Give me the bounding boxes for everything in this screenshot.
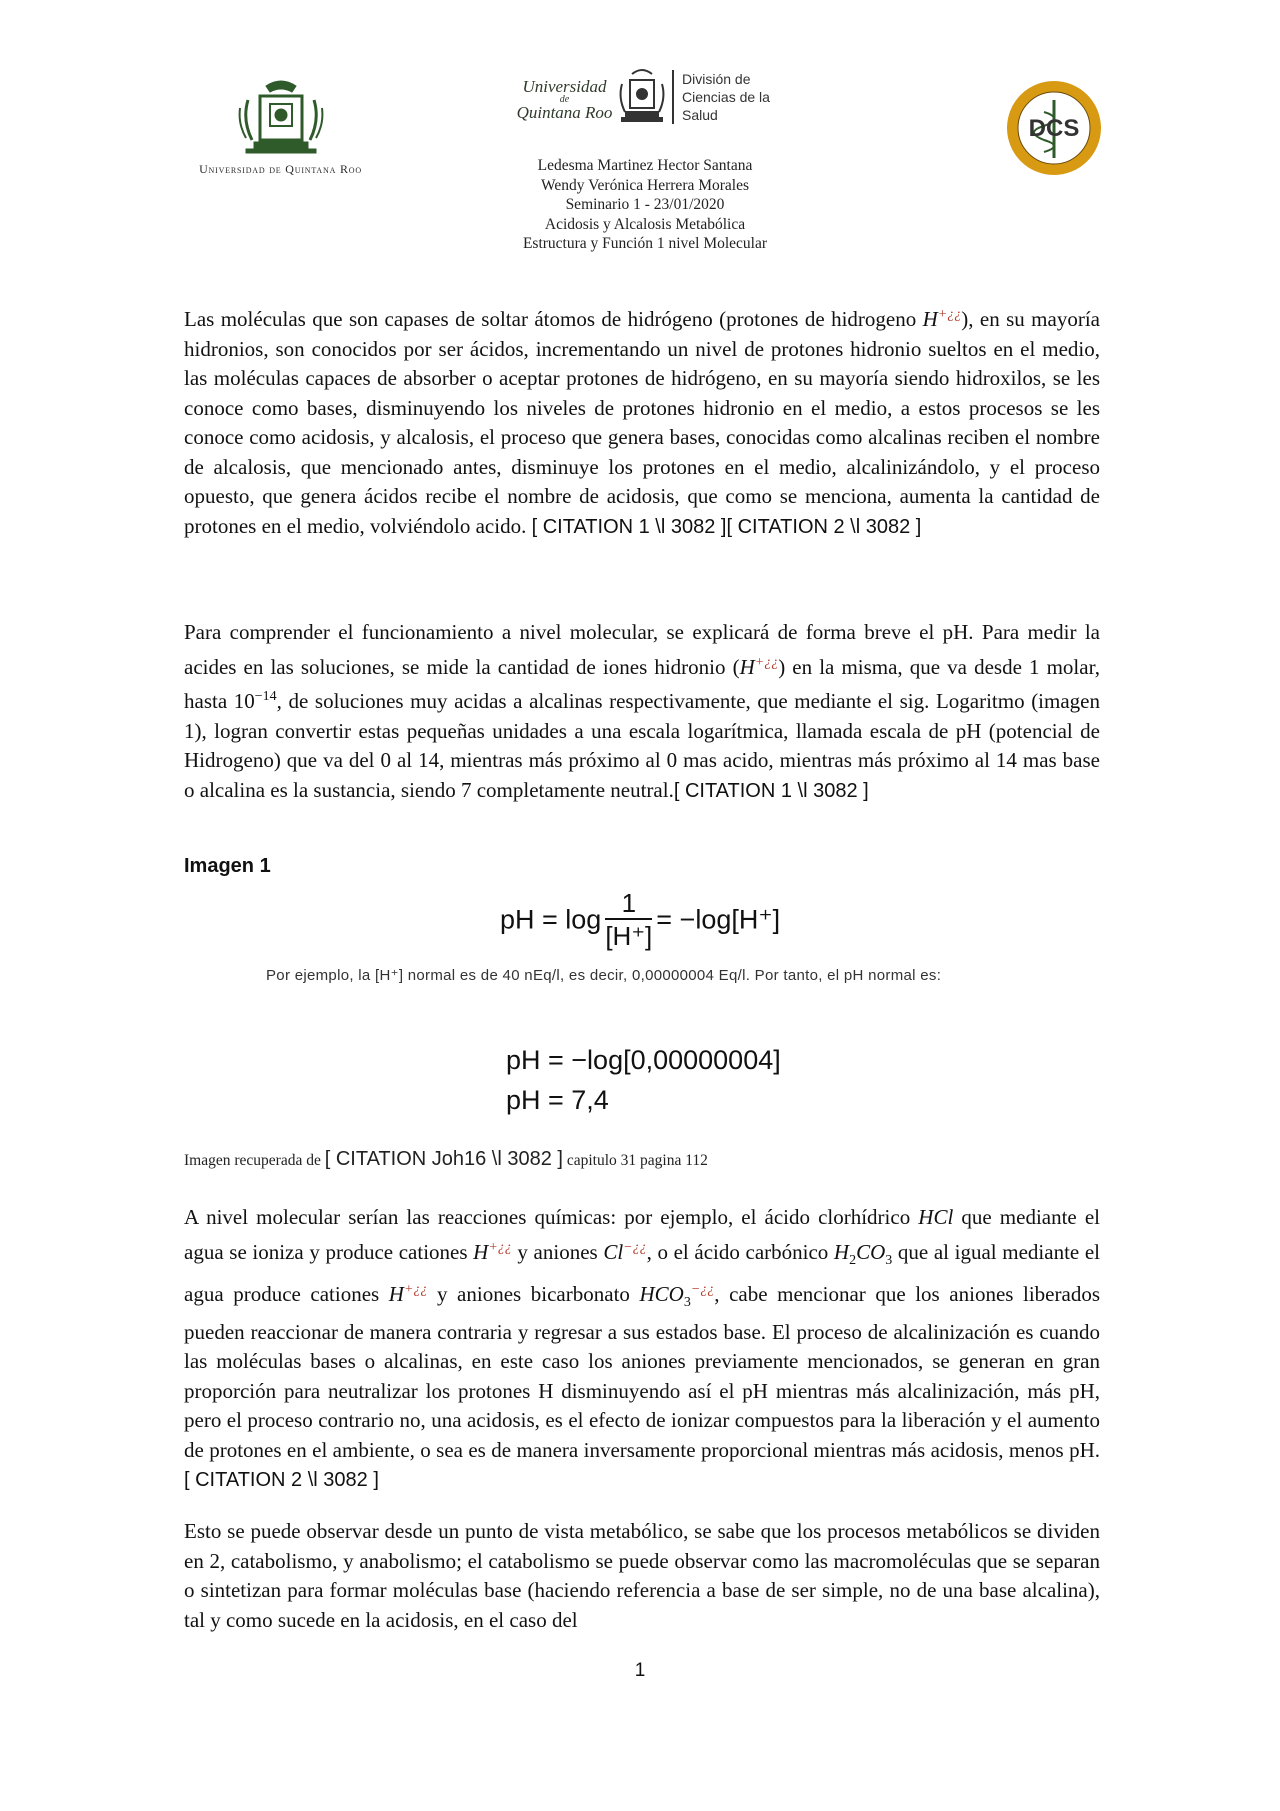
division-line2: Ciencias de la [682, 89, 770, 105]
p3-text-a: A nivel molecular serían las reacciones químicas: por ejemplo, el ácido clorhídrico [184, 1205, 919, 1229]
image-source [184, 1148, 708, 1171]
ph-calc-line-2: pH = 7,4 [506, 1085, 609, 1115]
p3-h-cation-1: H [473, 1239, 489, 1264]
p3-text-b: que mediante el agua se ioniza y produce cationes [184, 1205, 1100, 1264]
division-name [672, 70, 770, 124]
university-wordmark [512, 78, 617, 121]
seminar-date: Seminario 1 - 23/01/2020 [565, 196, 725, 213]
p2-text-c: , de soluciones muy acidas a alcalinas respectivamente, que mediante el sig. Logaritmo (imagen 1), logran convertir estas pequeñas unidades a una escala logarítmica, llamada escala de pH (potencial de Hidrogeno) que va del 0 al 14, mientras más próximo al 0 mas acido, mientras más próximo al 14 mas base o alcalina es la sustancia, siendo 7 completamente neutral. [184, 689, 1100, 802]
ph-fraction [605, 888, 652, 952]
p3-text-g: , cabe mencionar que los aniones liberados pueden reaccionar de manera contraria y regresar a sus estados base. El proceso de alcalinización es cuando las moléculas bases o alcalinas, en este caso los aniones previamente mencionados, se generan en gran proporción para neutralizar los protones H disminuyendo así el pH mientras más alcalinización, más pH, pero el proceso contrario no, una acidosis, es el efecto de ionizar compuestos para la liberación y el aumento de protones en el ambiente, o sea es de manera inversamente proporcional mientras más acidosis, menos pH. [184, 1282, 1100, 1462]
p1-citation: [ CITATION 1 \l 3082 ][ CITATION 2 \l 3082 ] [531, 515, 922, 538]
course-name: Estructura y Función 1 nivel Molecular [522, 235, 768, 252]
p3-text-e: que al igual mediante el agua produce cationes [184, 1239, 1101, 1307]
ph-fraction-num: 1 [605, 888, 652, 920]
p3-h-cation-2-sup: +¿¿ [403, 1282, 428, 1298]
p3-text-f: y aniones bicarbonato [427, 1282, 640, 1307]
p3-h-cation-1-sup: +¿¿ [488, 1239, 512, 1255]
p3-hco3: HCO [639, 1282, 684, 1307]
paragraph-2 [184, 618, 1100, 806]
p2-text-b: ) en la misma, que va desde 1 molar, hasta [184, 654, 1100, 713]
p1-h-sup: +¿¿ [937, 307, 962, 322]
ph-fraction-den: [H⁺] [605, 921, 653, 951]
ph-calc-line-1: pH = −log[0,00000004] [506, 1045, 781, 1075]
p3-h2co3-sub2: 3 [885, 1252, 893, 1268]
author-2: Wendy Verónica Herrera Morales [540, 176, 750, 194]
p2-text-a: Para comprender el funcionamiento a nivel molecular, se explicará de forma breve el pH. Para medir la acides en las soluciones, se mide la cantidad de iones hidronio ( [184, 620, 1100, 679]
uqroo-division-logo [512, 68, 792, 138]
image-source-citation: [ CITATION Joh16 \l 3082 ] [324, 1148, 563, 1170]
p3-h-cation-2: H [388, 1282, 404, 1307]
p2-h-symbol: H [739, 654, 755, 679]
author-1: Ledesma Martinez Hector Santana [537, 157, 753, 174]
p3-hco3-sub: 3 [683, 1295, 691, 1311]
p1-text-b: ), en su mayoría hidronios, son conocidos por ser ácidos, incrementando un nivel de protones hidronio sueltos en el medio, las moléculas capaces de absorber o aceptar protones de hidrógeno, en su mayoría siendo hidroxilos, se les conoce como bases, disminuyendo los niveles de protones hidronio en el medio, a estos procesos se les conoce como acidosis, y alcalosis, el proceso que genera bases, conocidas como alcalinas reciben el nombre de alcalosis, que mencionado antes, disminuye los protones en el medio, alcalinizándolo, y el proceso opuesto, que genera ácidos recibe el nombre de acidosis, que como se menciona, aumenta la cantidad de protones en el medio, volviéndolo acido. [184, 307, 1100, 538]
p3-cl-anion-sup: −¿¿ [623, 1239, 647, 1255]
paragraph-4 [184, 1517, 1100, 1635]
document-topic: Acidosis y Alcalosis Metabólica [544, 215, 746, 233]
p3-h2co3-co: CO [856, 1239, 886, 1264]
p1-h-symbol: H [922, 307, 938, 331]
document-header-info [440, 156, 850, 254]
ph-formula [500, 888, 780, 952]
wordmark-line1: Universidad [522, 77, 607, 96]
uqroo-caption: Universidad de Quintana Roo [199, 162, 362, 176]
ph-calculation [506, 1040, 781, 1120]
dcs-logo-text: DCS [1028, 115, 1080, 142]
p3-h2co3-h: H [833, 1239, 850, 1264]
p2-citation: [ CITATION 1 \l 3082 ] [673, 779, 869, 802]
division-line3: Salud [682, 107, 718, 123]
dcs-logo [1004, 78, 1104, 178]
p2-power-exp: −14 [254, 689, 277, 704]
p3-cl-anion: Cl [603, 1239, 624, 1264]
image-source-suffix: capitulo 31 pagina 112 [562, 1152, 708, 1169]
p2-h-sup: +¿¿ [754, 654, 779, 670]
p3-hco3-sup: −¿¿ [690, 1282, 715, 1298]
small-crest-icon [616, 68, 668, 128]
p1-text-a: Las moléculas que son capases de soltar átomos de hidrógeno (protones de hidrogeno [184, 307, 923, 331]
uqroo-logo [183, 78, 378, 188]
paragraph-3 [184, 1203, 1100, 1496]
wordmark-line3: Quintana Roo [516, 103, 613, 122]
wordmark-line2: de [559, 94, 570, 105]
ph-formula-right: = −log[H⁺] [656, 904, 781, 935]
p4-text: Esto se puede observar desde un punto de vista metabólico, se sabe que los procesos metabólicos se dividen en 2, catabolismo, y anabolismo; el catabolismo se puede observar como las macromoléculas que se separan o sintetizan para formar moléculas base (haciendo referencia a base de ser simple, no de una base alcalina), tal y como sucede en la acidosis, en el caso del [184, 1519, 1100, 1632]
p3-h2co3-sub1: 2 [849, 1252, 857, 1268]
paragraph-1 [184, 300, 1100, 542]
division-line1: División de [682, 71, 751, 87]
p3-citation: [ CITATION 2 \l 3082 ] [184, 1469, 379, 1492]
p3-text-c: y aniones [511, 1239, 604, 1264]
image-1-label: Imagen 1 [184, 855, 271, 877]
dcs-seal-icon [1004, 78, 1104, 178]
p3-text-d: , o el ácido carbónico [646, 1239, 834, 1264]
image-source-prefix: Imagen recuperada de [184, 1152, 325, 1169]
page-number: 1 [634, 1660, 646, 1681]
ph-example-text: Por ejemplo, la [H⁺] normal es de 40 nEq/l, es decir, 0,00000004 Eq/l. Por tanto, el pH normal es: [266, 967, 942, 984]
uqroo-crest-icon [226, 78, 336, 158]
p2-power-base: 10 [233, 689, 255, 713]
p3-hcl: HCl [918, 1205, 954, 1229]
ph-formula-left: pH = log [500, 904, 602, 935]
